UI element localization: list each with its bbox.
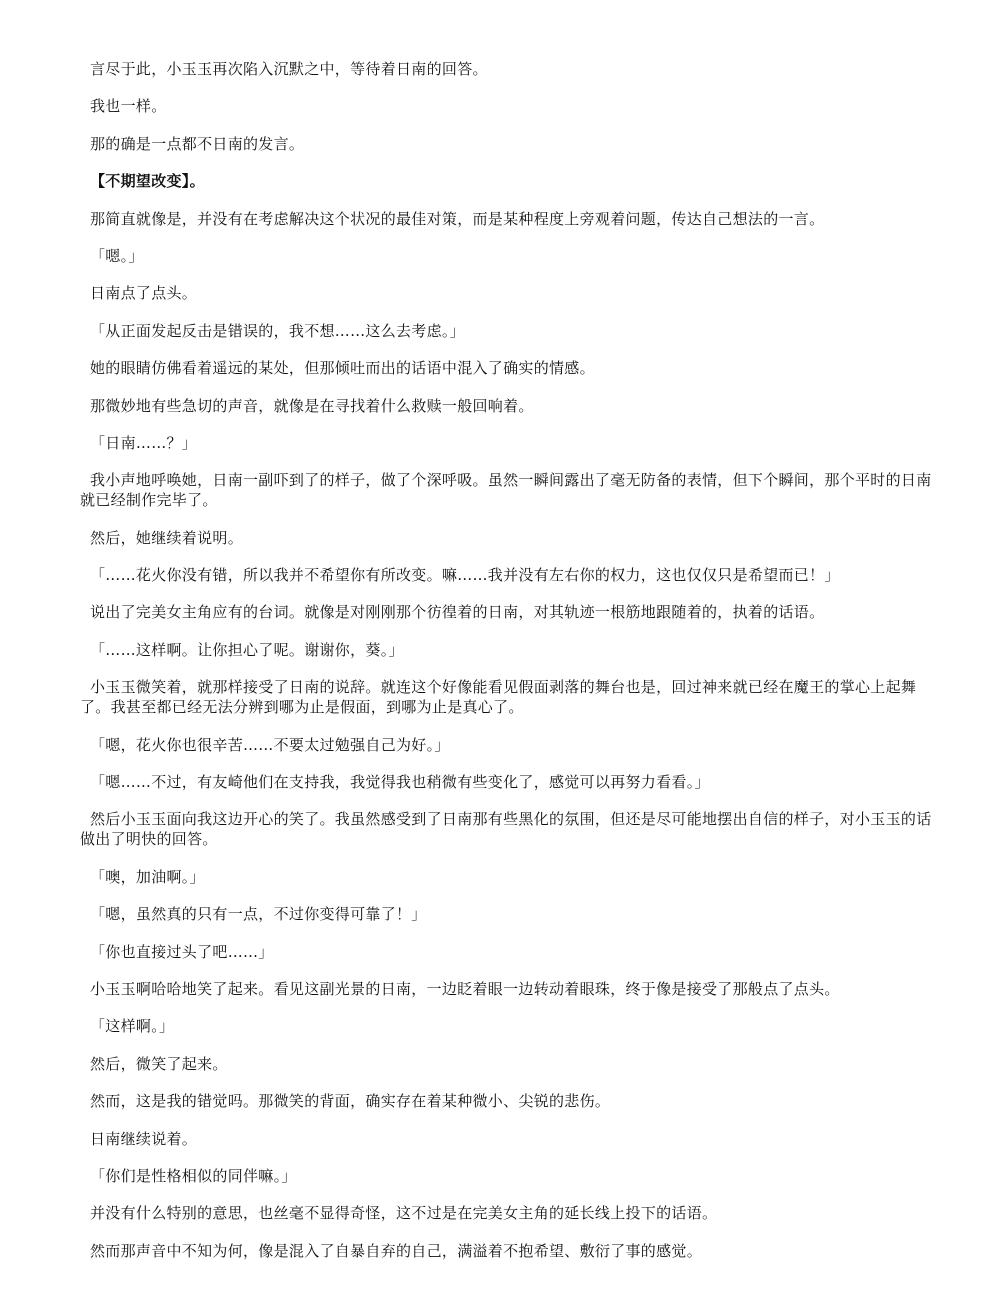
paragraph: 日南点了点头。 (90, 284, 198, 303)
paragraph: 「……这样啊。让你担心了呢。谢谢你，葵。」 (90, 640, 404, 659)
paragraph: 那简直就像是，并没有在考虑解决这个状况的最佳对策，而是某种程度上旁观着问题，传达自己想法的一言。 (90, 209, 825, 228)
paragraph: 说出了完美女主角应有的台词。就像是对刚刚那个彷徨着的日南，对其轨迹一根筋地跟随着的，执着的话语。 (90, 603, 825, 622)
paragraph-emphasis: 【不期望改变】。 (90, 172, 205, 191)
paragraph: 「嗯……不过，有友崎他们在支持我，我觉得我也稍微有些变化了，感觉可以再努力看看。」 (90, 773, 710, 792)
paragraph: 然后，她继续着说明。 (90, 528, 244, 547)
paragraph: 她的眼睛仿佛看着遥远的某处，但那倾吐而出的话语中混入了确实的情感。 (90, 359, 595, 378)
paragraph: 小玉玉啊哈哈地笑了起来。看见这副光景的日南，一边眨着眼一边转动着眼珠，终于像是接受了那般点了点头。 (90, 979, 840, 998)
paragraph: 「你们是性格相似的同伴嘛。」 (90, 1166, 297, 1185)
paragraph: 然后小玉玉面向我这边开心的笑了。我虽然感受到了日南那有些黑化的氛围，但还是尽可能地摆出自信的样子，对小玉玉的话做出了明快的回答。 (80, 810, 932, 849)
paragraph: 「你也直接过头了吧……」 (90, 942, 274, 961)
paragraph: 「嗯。」 (90, 246, 144, 265)
paragraph: 「嗯，虽然真的只有一点，不过你变得可靠了！」 (90, 905, 427, 924)
paragraph: 小玉玉微笑着，就那样接受了日南的说辞。就连这个好像能看见假面剥落的舞台也是，回过神来就已经在魔王的掌心上起舞了。我甚至都已经无法分辨到哪为止是假面，到哪为止是真心了。 (80, 678, 917, 717)
paragraph: 「嗯，花火你也很辛苦……不要太过勉强自己为好。」 (90, 735, 450, 754)
paragraph: 然后，微笑了起来。 (90, 1054, 228, 1073)
body-text (80, 59, 938, 1278)
paragraph: 然而那声音中不知为何，像是混入了自暴自弃的自己，满溢着不抱希望、敷衍了事的感觉。 (90, 1241, 703, 1260)
paragraph: 日南继续说着。 (90, 1129, 198, 1148)
paragraph: 我也一样。 (90, 97, 167, 116)
paragraph: 那的确是一点都不日南的发言。 (90, 134, 305, 153)
paragraph: 「……花火你没有错，所以我并不希望你有所改变。嘛……我并没有左右你的权力，这也仅仅只是希望而已！」 (90, 566, 840, 585)
paragraph: 我小声地呼唤她，日南一副吓到了的样子，做了个深呼吸。虽然一瞬间露出了毫无防备的表情，但下个瞬间，那个平时的日南就已经制作完毕了。 (80, 471, 932, 510)
paragraph: 那微妙地有些急切的声音，就像是在寻找着什么救赎一般回响着。 (90, 396, 534, 415)
paragraph: 「从正面发起反击是错误的，我不想……这么去考虑。」 (90, 321, 466, 340)
paragraph: 「噢，加油啊。」 (90, 867, 205, 886)
paragraph: 「这样啊。」 (90, 1017, 175, 1036)
paragraph: 并没有什么特别的意思，也丝毫不显得奇怪，这不过是在完美女主角的延长线上投下的话语。 (90, 1204, 718, 1223)
paragraph: 言尽于此，小玉玉再次陷入沉默之中，等待着日南的回答。 (90, 60, 488, 78)
paragraph: 然而，这是我的错觉吗。那微笑的背面，确实存在着某种微小、尖锐的悲伤。 (90, 1092, 611, 1111)
paragraph: 「日南……？」 (90, 433, 198, 452)
